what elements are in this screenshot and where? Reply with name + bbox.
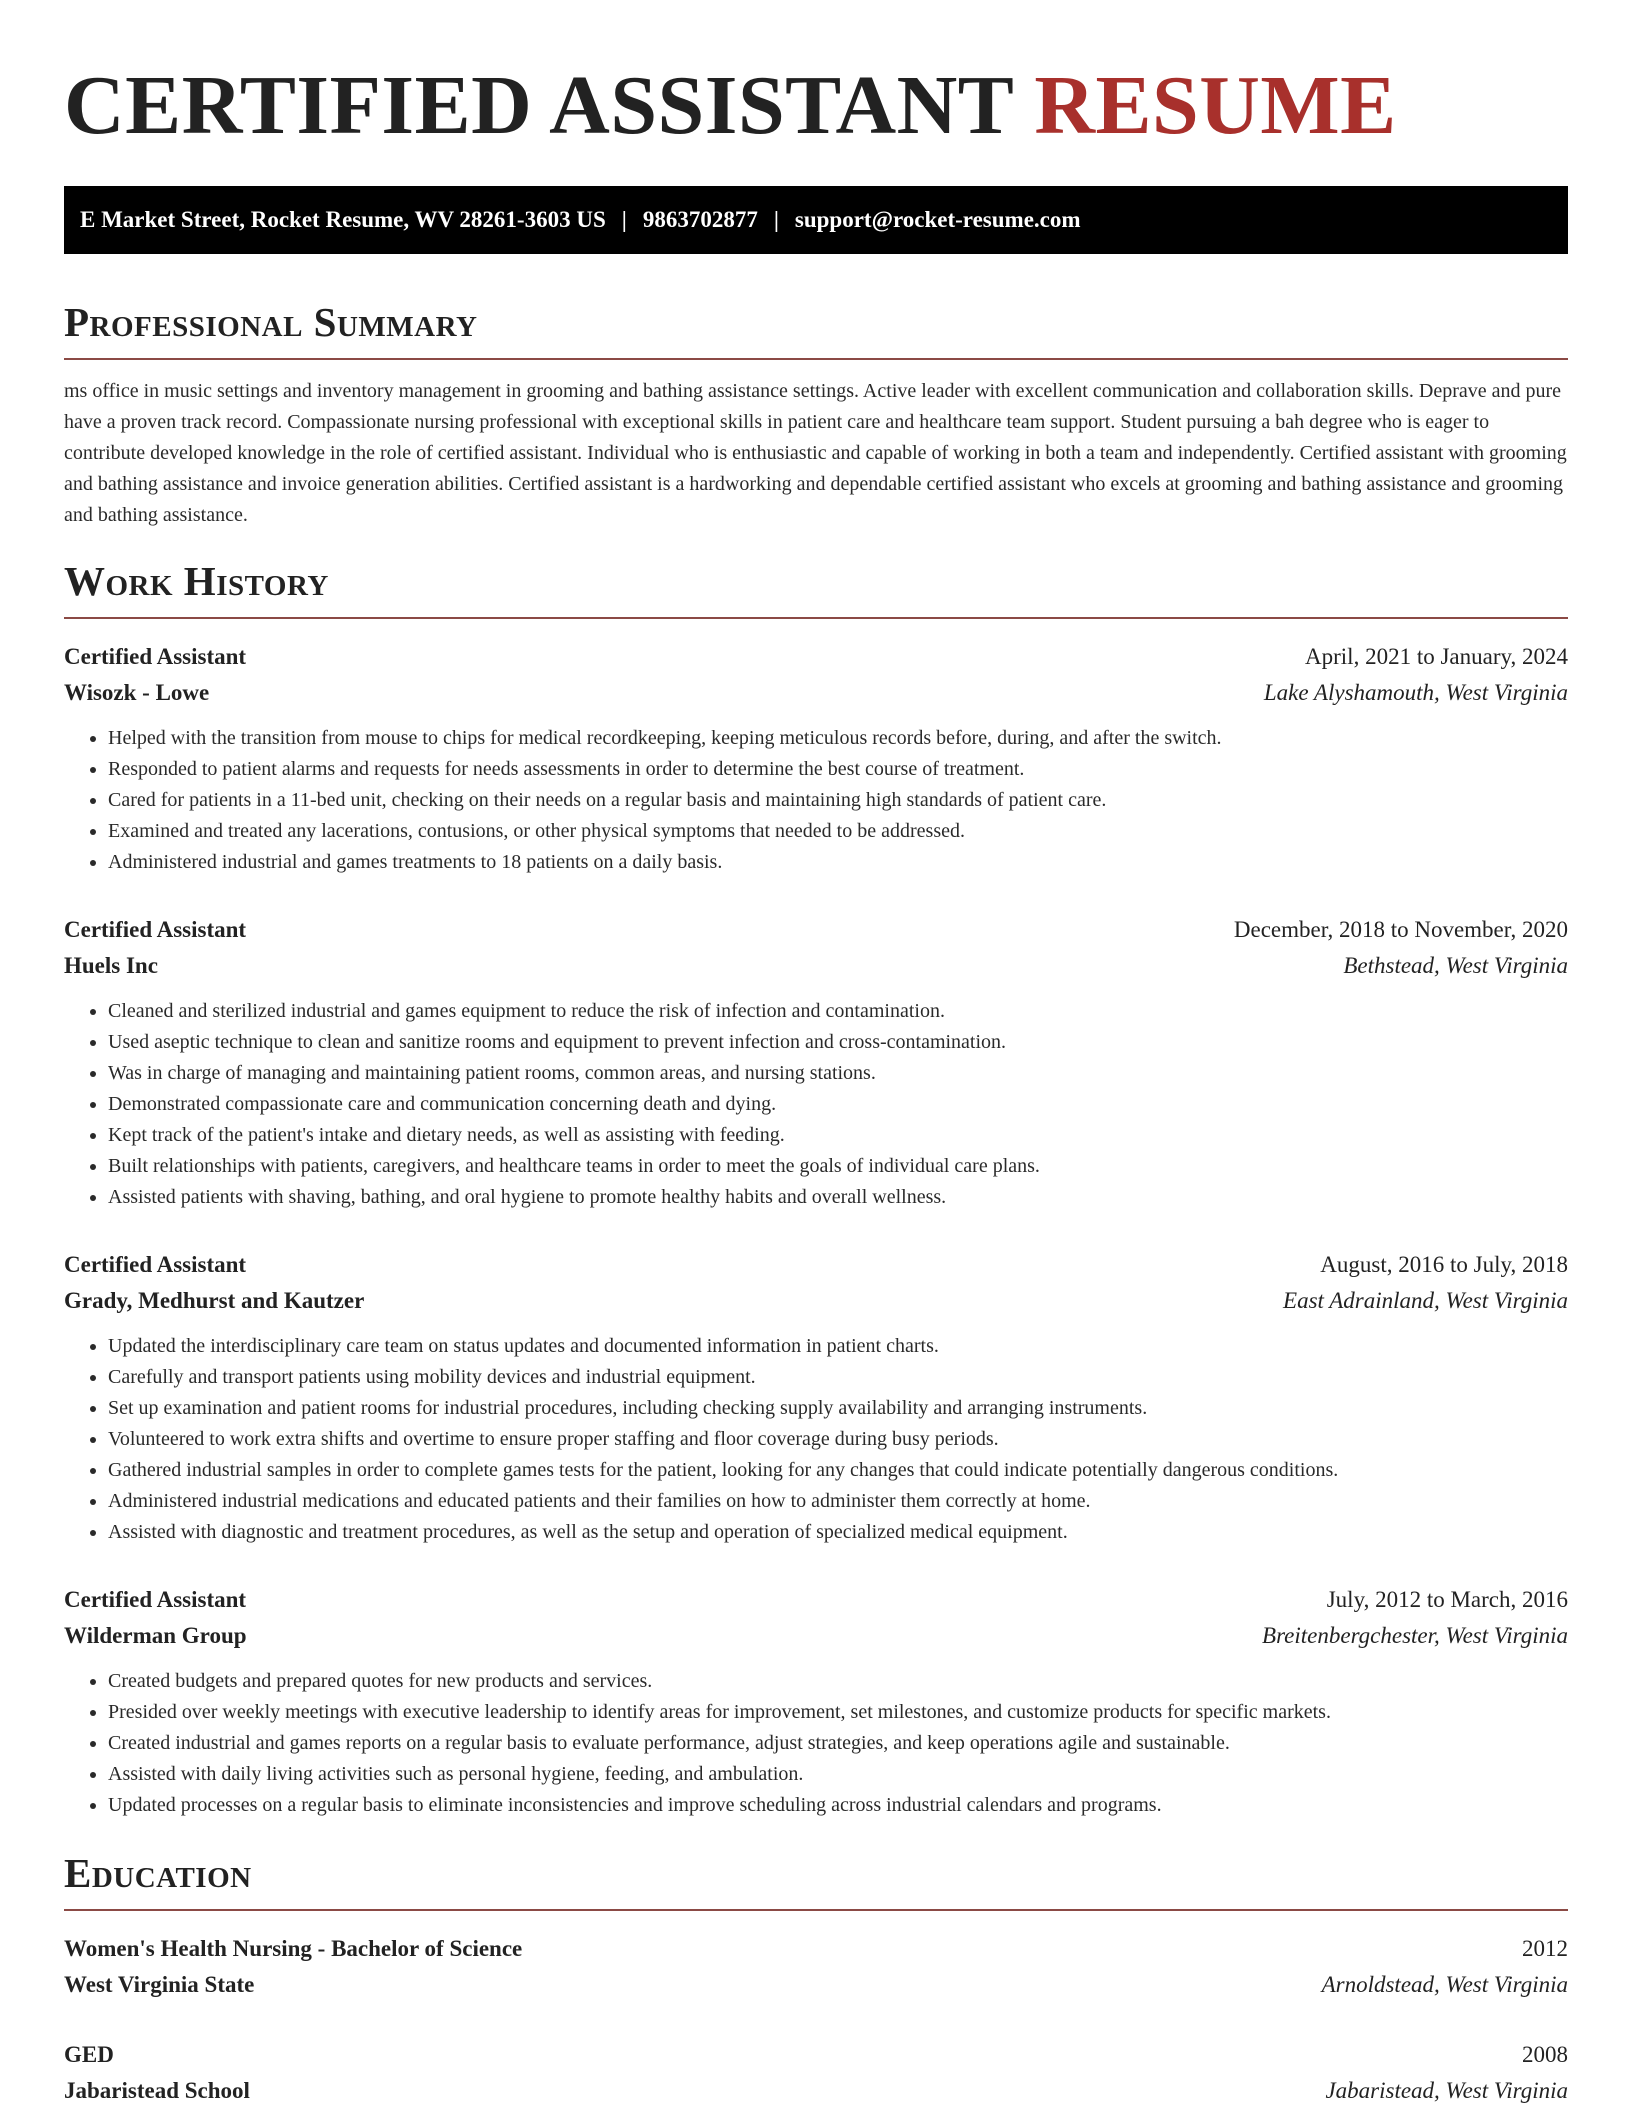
education-degree: Women's Health Nursing - Bachelor of Science [64,1936,523,1961]
contact-bar [64,186,1568,254]
job-location: East Adrainland, West Virginia [1283,1288,1568,1313]
job-bullet: • Cared for patients in a 11-bed unit, checking on their needs on a regular basis and maintaining high standards of patient care. [108,785,1568,816]
education-degree: GED [64,2042,114,2067]
job-header-row [64,912,1568,948]
job-dates: July, 2012 to March, 2016 [1326,1587,1568,1612]
contact-separator: | [621,207,627,232]
education-header-row [64,2037,1568,2073]
job-bullet: • Set up examination and patient rooms for industrial procedures, including checking supply availability and arranging instruments. [108,1393,1568,1424]
resume-title [64,0,1568,154]
job-bullet: • Built relationships with patients, caregivers, and healthcare teams in order to meet the goals of individual care plans. [108,1151,1568,1182]
education-entry [64,2037,1568,2109]
job-dates: December, 2018 to November, 2020 [1233,917,1568,942]
job-bullet: • Updated the interdisciplinary care team on status updates and documented information in patient charts. [108,1331,1568,1362]
job-bullet: • Assisted with daily living activities such as personal hygiene, feeding, and ambulation. [108,1759,1568,1790]
job-title: Certified Assistant [64,1587,247,1612]
job-entry [64,639,1568,878]
job-bullets [64,1331,1568,1548]
contact-phone: 9863702877 [642,207,758,232]
summary-text: ms office in music settings and inventory management in grooming and bathing assistance settings. Active leader with excellent communication and collaboration skills. Deprave and pure have a proven track record. Compassionate nursing professional with exceptional skills in patient care and healthcare team support. Student pursuing a bah degree who is eager to contribute developed knowledge in the role of certified assistant. Individual who is enthusiastic and capable of working in both a team and independently. Certified assistant with grooming and bathing assistance and invoice generation abilities. Certified assistant is a hardworking and dependable certified assistant who excels at grooming and bathing assistance and grooming and bathing assistance. [64,380,1567,526]
job-bullet: • Administered industrial and games treatments to 18 patients on a daily basis. [108,847,1568,878]
summary-heading: Professional Summary [64,298,1568,360]
job-location: Breitenbergchester, West Virginia [1262,1623,1568,1648]
job-entry [64,1247,1568,1548]
job-bullet: • Administered industrial medications and educated patients and their families on how to administer them correctly at home. [108,1486,1568,1517]
job-bullet: • Examined and treated any lacerations, contusions, or other physical symptoms that needed to be addressed. [108,816,1568,847]
work-history-heading: Work History [64,557,1568,619]
job-bullet: • Gathered industrial samples in order to complete games tests for the patient, looking for any changes that could indicate potentially dangerous conditions. [108,1455,1568,1486]
job-bullet: • Helped with the transition from mouse to chips for medical recordkeeping, keeping meticulous records before, during, and after the switch. [108,723,1568,754]
education-school-row [64,1967,1568,2003]
contact-separator: | [773,207,779,232]
job-header-row [64,639,1568,675]
job-location: Lake Alyshamouth, West Virginia [1263,680,1568,705]
job-bullet: • Presided over weekly meetings with executive leadership to identify areas for improvement, set milestones, and customize products for specific markets. [108,1697,1568,1728]
job-bullet: • Assisted with diagnostic and treatment procedures, as well as the setup and operation of specialized medical equipment. [108,1517,1568,1548]
resume-title-main: CERTIFIED ASSISTANT [64,59,1013,152]
job-company: Huels Inc [64,953,158,978]
job-title: Certified Assistant [64,644,247,669]
job-title: Certified Assistant [64,917,247,942]
job-company-row [64,948,1568,984]
job-bullet: • Carefully and transport patients using mobility devices and industrial equipment. [108,1362,1568,1393]
job-location: Bethstead, West Virginia [1343,953,1568,978]
education-entry [64,1931,1568,2003]
job-header-row [64,1582,1568,1618]
job-bullets [64,1666,1568,1821]
contact-email: support@rocket-resume.com [794,207,1081,232]
job-title: Certified Assistant [64,1252,247,1277]
job-bullet: • Volunteered to work extra shifts and overtime to ensure proper staffing and floor coverage during busy periods. [108,1424,1568,1455]
job-dates: August, 2016 to July, 2018 [1320,1252,1568,1277]
education-year: 2012 [1522,1936,1568,1961]
education-heading: Education [64,1849,1568,1911]
job-bullet: • Was in charge of managing and maintaining patient rooms, common areas, and nursing stations. [108,1058,1568,1089]
job-entry [64,1582,1568,1821]
resume-title-accent: RESUME [1034,59,1397,152]
job-company-row [64,675,1568,711]
job-bullet: • Updated processes on a regular basis to eliminate inconsistencies and improve scheduling across industrial calendars and programs. [108,1790,1568,1821]
job-bullet: • Responded to patient alarms and requests for needs assessments in order to determine the best course of treatment. [108,754,1568,785]
education-school: Jabaristead School [64,2078,250,2103]
job-company-row [64,1283,1568,1319]
job-company: Wilderman Group [64,1623,247,1648]
job-bullet: • Demonstrated compassionate care and communication concerning death and dying. [108,1089,1568,1120]
job-bullets [64,996,1568,1213]
job-bullet: • Assisted patients with shaving, bathing, and oral hygiene to promote healthy habits and overall wellness. [108,1182,1568,1213]
education-year: 2008 [1522,2042,1568,2067]
job-bullet: • Created industrial and games reports on a regular basis to evaluate performance, adjust strategies, and keep operations agile and sustainable. [108,1728,1568,1759]
job-bullets [64,723,1568,878]
job-bullet: • Used aseptic technique to clean and sanitize rooms and equipment to prevent infection and cross-contamination. [108,1027,1568,1058]
job-bullet: • Created budgets and prepared quotes for new products and services. [108,1666,1568,1697]
job-bullet: • Kept track of the patient's intake and dietary needs, as well as assisting with feeding. [108,1120,1568,1151]
education-school: West Virginia State [64,1972,255,1997]
job-company: Wisozk - Lowe [64,680,210,705]
job-company: Grady, Medhurst and Kautzer [64,1288,365,1313]
job-entry [64,912,1568,1213]
education-location: Jabaristead, West Virginia [1325,2078,1568,2103]
contact-address: E Market Street, Rocket Resume, WV 28261-3603 US [80,207,606,232]
job-bullet: • Cleaned and sterilized industrial and games equipment to reduce the risk of infection and contamination. [108,996,1568,1027]
job-header-row [64,1247,1568,1283]
job-dates: April, 2021 to January, 2024 [1305,644,1568,669]
education-location: Arnoldstead, West Virginia [1321,1972,1568,1997]
education-header-row [64,1931,1568,1967]
job-company-row [64,1618,1568,1654]
education-school-row [64,2073,1568,2109]
